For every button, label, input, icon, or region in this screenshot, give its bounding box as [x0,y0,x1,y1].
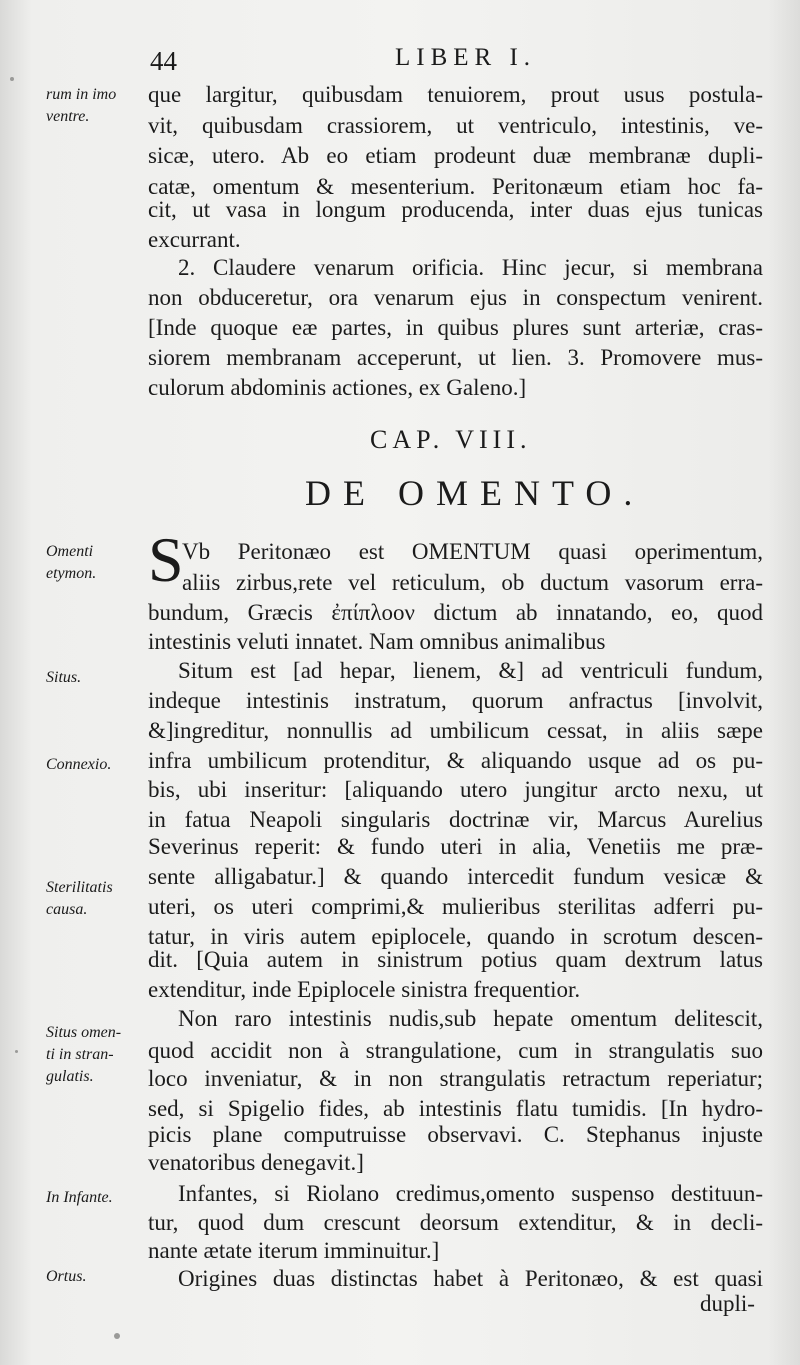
paper-speck [114,1333,120,1339]
margin-note: Omenti [46,543,94,560]
page-header [0,40,800,80]
text-line: infra umbilicum protenditur, & aliquando usque ad os pu- [148,748,763,773]
text-line: aliis zirbus,rete vel reticulum, ob ductum vasorum erra- [182,570,763,595]
text-line: excurrant. [148,227,241,252]
text-line: 2. Claudere venarum orificia. Hinc jecur, si membrana [178,255,763,280]
text-line: intestinis veluti innatet. Nam omnibus animalibus [148,629,606,654]
text-line: que largitur, quibusdam tenuiorem, prout usus postula- [148,82,763,107]
page-number: 44 [150,46,177,76]
text-line: Vb Peritonæo est OMENTUM quasi operimentum, [182,539,763,564]
margin-note: Ortus. [46,1268,87,1285]
text-line: Situm est [ad hepar, lienem, &] ad ventriculi fundum, [178,658,763,683]
text-line: tur, quod dum crescunt deorsum extenditur, & in decli- [148,1210,763,1235]
chapter-number: CAP. VIII. [370,425,532,454]
margin-note: Sterilitatis [46,879,113,896]
text-line: tatur, in viris autem epiplocele, quando in scrotum descen- [148,924,763,949]
margin-note: ti in stran- [46,1046,114,1063]
chapter-title: DE OMENTO. [305,473,645,513]
text-line: Non raro intestinis nudis,sub hepate omentum delitescit, [178,1006,763,1031]
text-line: [Inde quoque eæ partes, in quibus plures sunt arteriæ, cras- [148,315,763,340]
text-line: Infantes, si Riolano credimus,omento suspenso destituun- [178,1181,763,1206]
text-line: loco inveniatur, & in non strangulatis retractum reperiatur; [148,1066,763,1091]
margin-note: Situs. [46,669,82,686]
drop-cap: S [148,524,184,595]
margin-note: Situs omen- [46,1024,122,1041]
margin-note: gulatis. [46,1068,94,1085]
text-line: bis, ubi inseritur: [aliquando utero jungitur arcto nexu, ut [148,777,763,802]
text-line: venatoribus denegavit.] [148,1150,364,1175]
margin-note: causa. [46,901,88,918]
text-line: uteri, os uteri comprimi,& mulieribus sterilitas adferri pu- [148,894,763,919]
text-line: catæ, omentum & mesenterium. Peritonæum etiam hoc fa- [148,174,763,199]
text-line: dit. [Quia autem in sinistrum potius quam dextrum latus [148,947,763,972]
text-line: vit, quibusdam crassiorem, ut ventriculo, intestinis, ve- [148,113,763,138]
running-head: LIBER I. [395,44,537,71]
text-line: bundum, Græcis ἐπίπλοον dictum ab innatando, eo, quod [148,600,763,625]
text-line: Origines duas distinctas habet à Peritonæo, & est quasi [178,1266,763,1291]
text-line: picis plane computruisse observavi. C. Stephanus injuste [148,1122,763,1147]
text-line: sicæ, utero. Ab eo etiam prodeunt duæ membranæ dupli- [148,143,763,168]
margin-note: etymon. [46,565,97,582]
text-line: nante ætate iterum imminuitur.] [148,1238,440,1263]
text-line: siorem membranam acceperunt, ut lien. 3. Promovere mus- [148,345,763,370]
text-line: in fatua Neapoli singularis doctrinæ vir, Marcus Aurelius [148,807,763,832]
text-line: quod accidit non à strangulatione, cum in strangulatis suo [148,1038,763,1063]
catchword: dupli- [700,1291,755,1316]
text-line: non obduceretur, ora venarum ejus in conspectum venirent. [148,285,763,310]
paper-speck [10,77,14,81]
margin-note: ventre. [46,108,90,125]
margin-note: Connexio. [46,756,112,773]
text-line: sente alligabatur.] & quando intercedit fundum vesicæ & [148,864,763,889]
text-line: sed, si Spigelio fides, ab intestinis flatu tumidis. [In hydro- [148,1096,763,1121]
text-line: cit, ut vasa in longum producenda, inter duas ejus tunicas [148,197,763,222]
paper-speck [15,1050,18,1053]
text-line: indeque intestinis instratum, quorum anfractus [involvit, [148,688,763,713]
margin-note: rum in imo [46,86,117,103]
text-line: extenditur, inde Epiplocele sinistra frequentior. [148,977,581,1002]
text-line: Severinus reperit: & fundo uteri in alia, Venetiis me præ- [148,834,763,859]
margin-note: In Infante. [46,1189,113,1206]
text-line: culorum abdominis actiones, ex Galeno.] [148,375,527,400]
text-line: &]ingreditur, nonnullis ad umbilicum cessat, in aliis sæpe [148,718,763,743]
